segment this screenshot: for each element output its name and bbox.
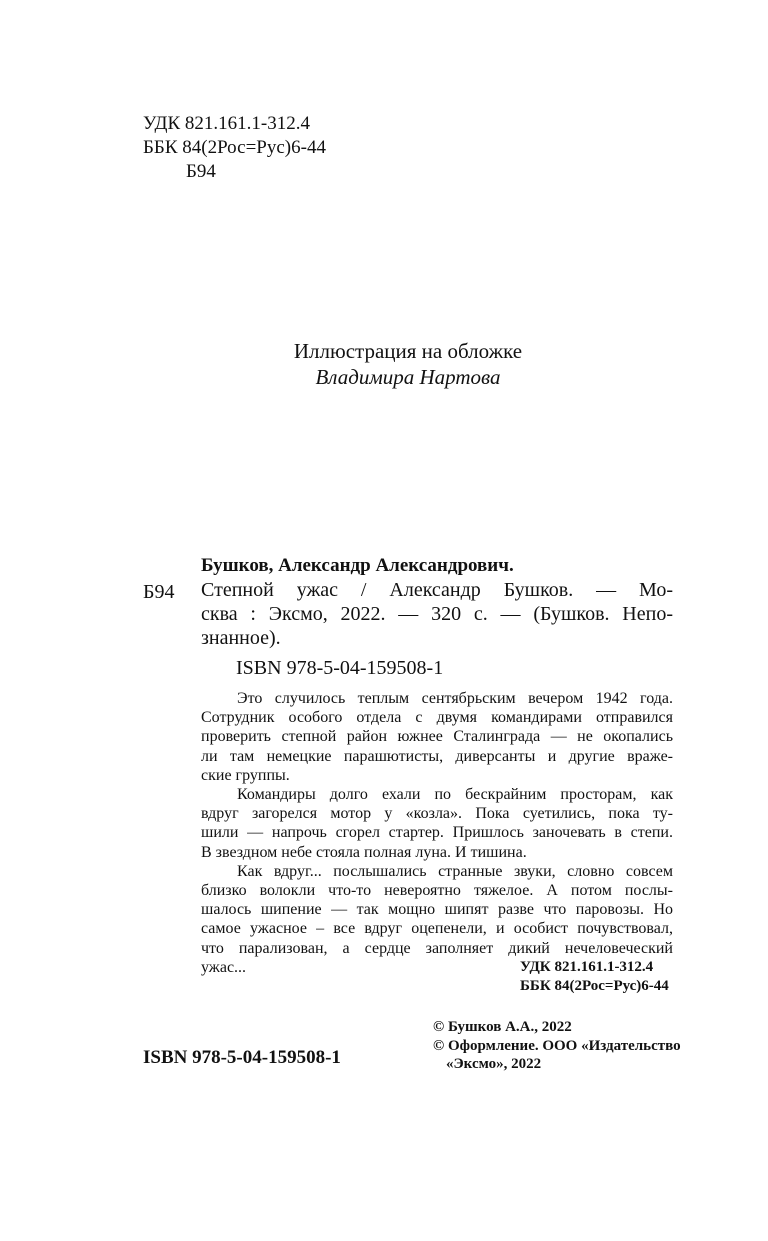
catalog-code: Б94 [143,581,175,603]
top-classification-codes [143,112,326,184]
description-line: Степной ужас / Александр Бушков. — Мо- [201,579,673,601]
annotation-line: что парализован, а сердце заполняет дикий нечеловеческий [201,939,673,957]
copyright-publisher: «Эксмо», 2022 [446,1056,542,1072]
copyright-design: © Оформление. ООО «Издательство [433,1037,681,1054]
annotation-line: самое ужасное – все вдруг оцепенели, и особист почувствовал, [201,920,673,938]
illustrator-name: Владимира Нартова [315,365,501,389]
description-line: знанное). [201,627,281,649]
annotation-line: Это случилось теплым сентябрьским вечером 1942 года. [237,690,673,707]
author-mark: Б94 [186,161,216,182]
bibliographic-description [201,578,673,650]
copyright-block [433,1018,681,1074]
bbk-code: ББК 84(2Рос=Рус)6-44 [143,137,326,158]
annotation-line: Командиры долго ехали по бескрайним просторам, как [237,786,673,804]
udk-code-bottom: УДК 821.161.1-312.4 [520,959,654,975]
bbk-code-bottom: ББК 84(2Рос=Рус)6-44 [520,978,669,994]
annotation-line: проверить степной район южнее Сталинграда — не окопались [201,728,673,746]
illustration-label: Иллюстрация на обложке [293,339,523,363]
annotation-line: близко волокли что-то невероятно тяжелое. А потом послы- [201,882,673,900]
isbn-bottom: ISBN 978-5-04-159508-1 [143,1047,341,1068]
bottom-classification-codes [520,958,669,996]
annotation [201,689,673,977]
catalog-author: Бушков, Александр Александрович. [201,555,514,576]
copyright-author: © Бушков А.А., 2022 [433,1019,572,1035]
udk-code: УДК 821.161.1-312.4 [143,113,310,134]
annotation-line: шили — напрочь сгорел стартер. Пришлось заночевать в степи. [201,824,673,842]
annotation-line: ужас... [201,958,247,976]
annotation-line: В звездном небе стояла полная луна. И тишина. [201,843,527,861]
annotation-line: Как вдруг... послышались странные звуки, словно совсем [237,862,673,880]
catalog-isbn: ISBN 978-5-04-159508-1 [236,657,444,679]
annotation-line: ские группы. [201,766,290,784]
illustration-credit [0,338,768,390]
annotation-line: Сотрудник особого отдела с двумя командирами отправился [201,709,673,727]
annotation-line: ли там немецкие парашютисты, диверсанты и другие враже- [201,747,673,765]
annotation-line: вдруг загорелся мотор у «козла». Пока суетились, пока ту- [201,805,673,823]
annotation-line: шалось шипение — так мощно шипят разве что паровозы. Но [201,901,673,919]
description-line: сква : Эксмо, 2022. — 320 с. — (Бушков. Непо- [201,603,673,625]
